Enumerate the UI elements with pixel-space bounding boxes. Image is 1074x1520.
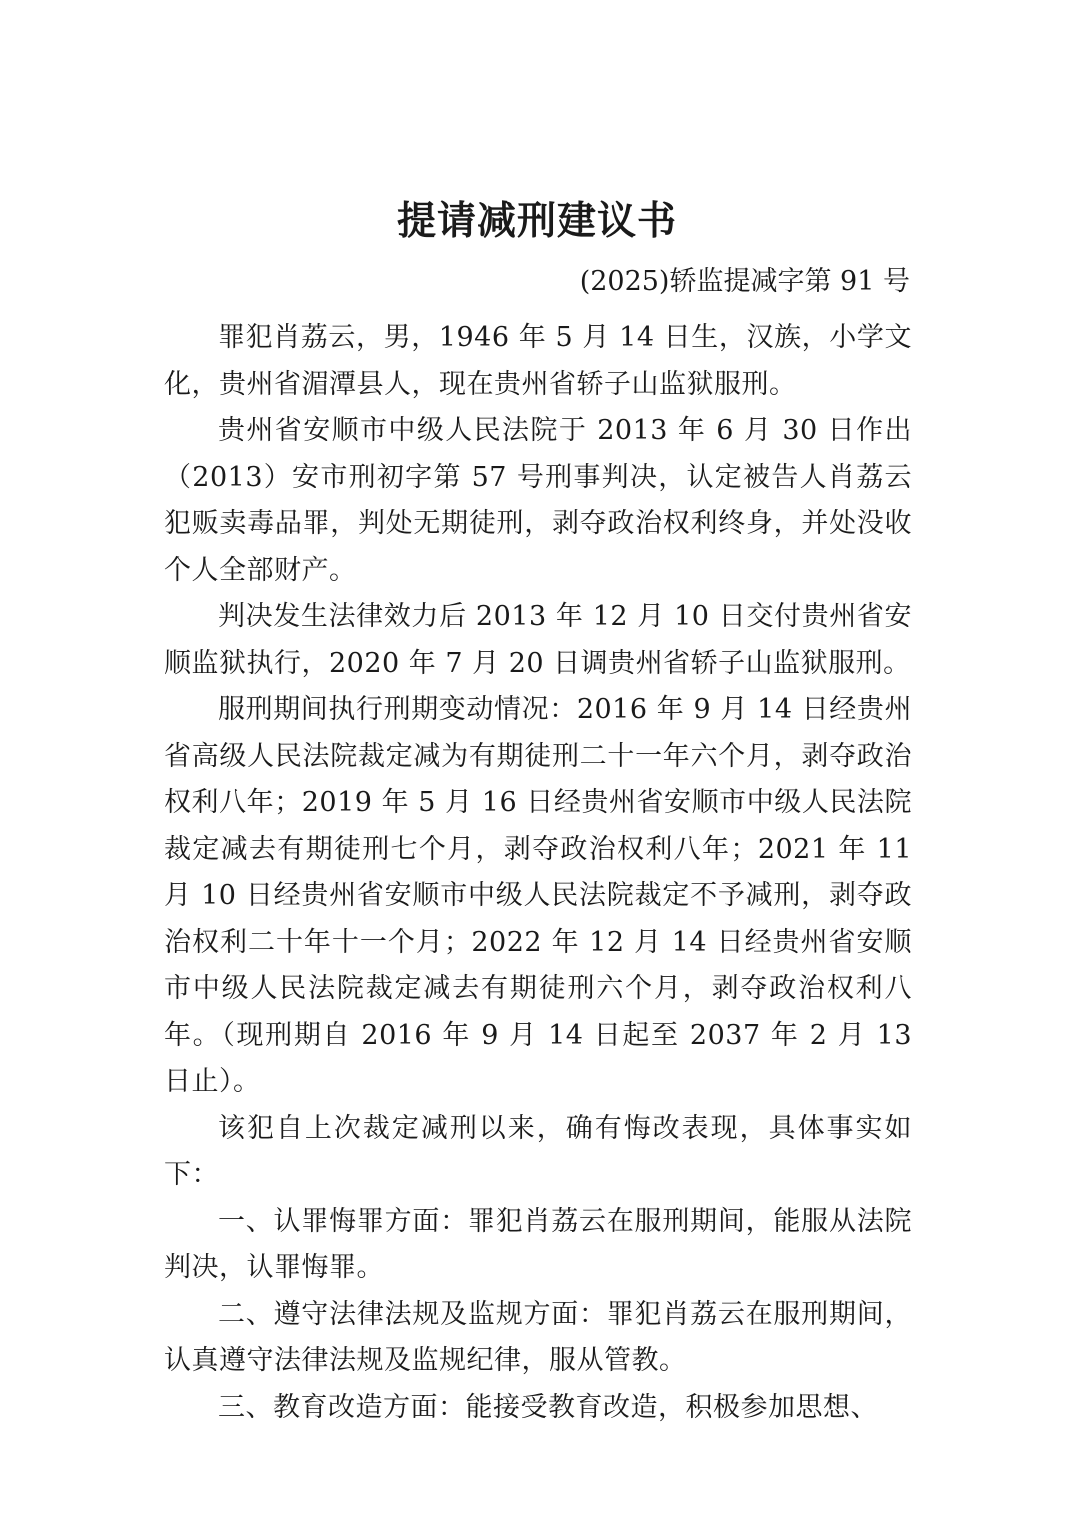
paragraph-criminal-info: 罪犯肖荔云，男，1946 年 5 月 14 日生，汉族，小学文化，贵州省湄潭县人，现在贵州省轿子山监狱服刑。 [164,322,912,400]
document-body [164,315,912,1431]
paragraph-sentence-changes: 服刑期间执行刑期变动情况：2016 年 9 月 14 日经贵州省高级人民法院裁定减为有期徒刑二十一年六个月，剥夺政治权利八年；2019 年 5 月 16 日经贵州省安顺市中级人民法院裁定减去有期徒刑七个月，剥夺政治权利八年；2021 年 11 月 10 日经贵州省安顺市中级人民法院裁定不予减刑，剥夺政治权利二十年十一个月；2022 年 12 月 14 日经贵州省安顺市中级人民法院裁定减去有期徒刑六个月，剥夺政治权利八年。（现刑期自 2016 年 9 月 14 日起至 2037 年 2 月 13 日止）。 [164,694,912,1097]
paragraph-law-compliance: 二、遵守法律法规及监规方面：罪犯肖荔云在服刑期间，认真遵守法律法规及监规纪律，服从管教。 [164,1298,912,1376]
paragraph-repentance-intro: 该犯自上次裁定减刑以来，确有悔改表现，具体事实如下： [164,1112,912,1190]
paragraph-original-judgment: 贵州省安顺市中级人民法院于 2013 年 6 月 30 日作出（2013）安市刑初字第 57 号刑事判决，认定被告人肖荔云犯贩卖毒品罪，判处无期徒刑，剥夺政治权利终身，并处没收个人全部财产。 [164,415,912,586]
paragraph-admission-of-guilt: 一、认罪悔罪方面：罪犯肖荔云在服刑期间，能服从法院判决，认罪悔罪。 [164,1205,912,1283]
paragraph-education-reform: 三、教育改造方面：能接受教育改造，积极参加思想、 [218,1391,878,1423]
document-title: 提请减刑建议书 [396,198,677,244]
paragraph-execution-transfer: 判决发生法律效力后 2013 年 12 月 10 日交付贵州省安顺监狱执行，2020 年 7 月 20 日调贵州省轿子山监狱服刑。 [164,601,912,679]
document-number: (2025)轿监提减字第 91 号 [579,266,910,297]
